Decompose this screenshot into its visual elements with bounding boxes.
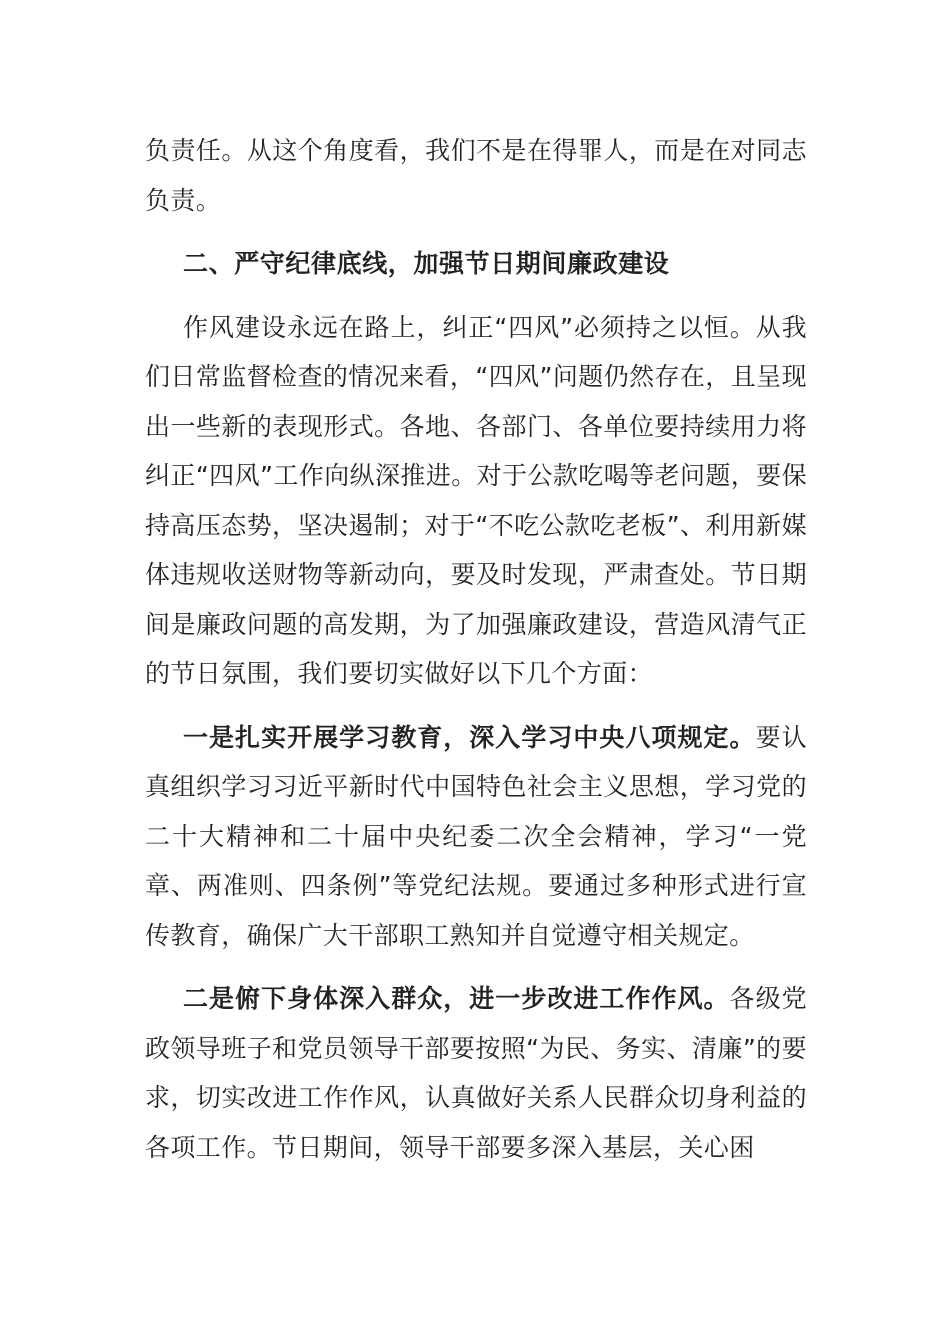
section-heading: 二、严守纪律底线，加强节日期间廉政建设 <box>183 249 670 278</box>
document-body <box>145 126 807 1172</box>
item-one-body: 要认真组织学习习近平新时代中国特色社会主义思想，学习党的二十大精神和二十届中央纪委二次全会精神，学习“一党章、两准则、四条例”等党纪法规。要通过多种形式进行宣传教育，确保广大干部职工熟知并自觉遵守相关规定。 <box>145 722 807 950</box>
item-two-paragraph <box>145 974 807 1172</box>
item-one-paragraph <box>145 713 807 961</box>
continuation-paragraph: 负责任。从这个角度看，我们不是在得罪人，而是在对同志负责。 <box>145 136 807 215</box>
item-two-body: 各级党政领导班子和党员领导干部要按照“为民、务实、清廉”的要求，切实改进工作作风，认真做好关系人民群众切身利益的各项工作。节日期间，领导干部要多深入基层，关心困 <box>145 984 807 1162</box>
intro-paragraph: 作风建设永远在路上，纠正“四风”必须持之以恒。从我们日常监督检查的情况来看，“四风”问题仍然存在，且呈现出一些新的表现形式。各地、各部门、各单位要持续用力将纠正“四风”工作向纵深推进。对于公款吃喝等老问题，要保持高压态势，坚决遏制；对于“不吃公款吃老板”、利用新媒体违规收送财物等新动向，要及时发现，严肃查处。节日期间是廉政问题的高发期，为了加强廉政建设，营造风清气正的节日氛围，我们要切实做好以下几个方面： <box>145 312 807 688</box>
item-one-lead: 一是扎实开展学习教育，深入学习中央八项规定。 <box>183 722 756 752</box>
item-two-lead: 二是俯下身体深入群众，进一步改进工作作风。 <box>183 984 730 1013</box>
